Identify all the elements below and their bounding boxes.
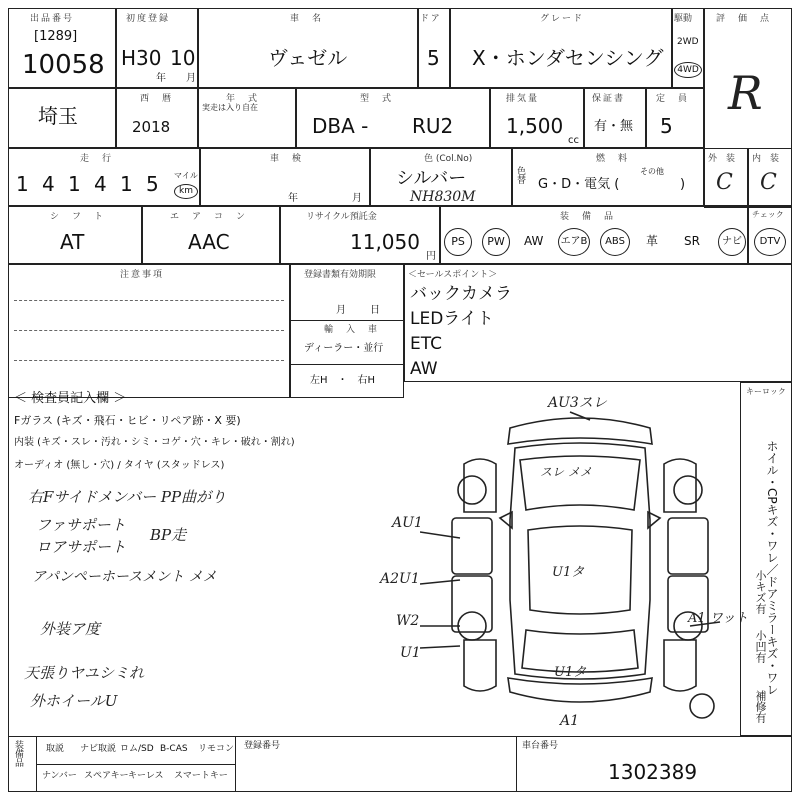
fuel-options: G・D・電気 ( — [538, 177, 620, 192]
bottom-item-4: B-CAS — [160, 744, 188, 754]
fuel-color-change: 色替 — [515, 166, 525, 184]
car-name: ヴェゼル — [268, 46, 348, 70]
sales-point-3: ETC — [410, 334, 442, 354]
mileage-unit-km: km — [174, 184, 198, 199]
mileage-unit-mile: マイル — [174, 171, 198, 180]
warranty: 有・無 — [594, 119, 634, 134]
model-year: 2018 — [132, 118, 171, 136]
bottom-field-2: 登録番号 — [244, 741, 281, 751]
capacity: 5 — [660, 114, 673, 138]
drive-4wd: 4WD — [674, 62, 702, 78]
displacement-label: 排気量 — [506, 94, 540, 104]
reg-day: 日 — [370, 305, 380, 316]
year-unit: 年 — [156, 73, 166, 84]
sales-point-4: AW — [410, 359, 438, 379]
mileage-digit-4: 4 — [94, 172, 107, 196]
bottom-item-7: スペアキー — [84, 771, 129, 781]
equipment-ps: PS — [444, 228, 472, 256]
equipment-dtv: DTV — [754, 228, 786, 256]
recycle-yen: 円 — [426, 251, 436, 262]
prefecture: 埼玉 — [38, 104, 78, 128]
mileage-digit-1: 1 — [16, 172, 29, 196]
capacity-label: 定 員 — [656, 94, 690, 104]
equipment-abs: ABS — [600, 228, 630, 256]
notes-rule-3 — [14, 360, 284, 361]
diagram-mark-bottom: A1 — [560, 713, 580, 729]
cc-unit: cc — [568, 135, 579, 146]
shift-label: シ フ ト — [50, 212, 106, 222]
notes-rule-2 — [14, 330, 284, 331]
mileage-digit-3: 1 — [68, 172, 81, 196]
handwritten-8: 外ホイールU — [30, 692, 118, 710]
fuel-label: 燃 料 — [596, 154, 630, 164]
diagram-mark-left-1: AU1 — [392, 515, 423, 531]
first-reg-month: 10 — [170, 46, 196, 70]
recycle-label: リサイクル預託金 — [306, 212, 377, 222]
lot-label: 出品番号 — [30, 14, 75, 24]
special-label: チェック — [752, 210, 784, 219]
mileage-digit-6: 5 — [146, 172, 159, 196]
first-reg-label: 初度登録 — [126, 14, 171, 24]
handle-side: 左H ・ 右H — [310, 375, 376, 386]
ac-label: エ ア コ ン — [170, 212, 248, 222]
bottom-item-3: ロム/SD — [120, 744, 154, 754]
chassis-label: 車台番号 — [522, 741, 559, 751]
bottom-item-5: リモコン — [198, 744, 235, 754]
fuel-other: その他 — [640, 167, 664, 176]
ac: AAC — [188, 230, 230, 254]
diagram-mark-right: A1 ワット — [688, 611, 749, 626]
diagram-mark-left-2: A2U1 — [380, 571, 420, 587]
eval-score: R — [728, 66, 763, 120]
model-code-2: RU2 — [412, 114, 454, 138]
lot-number: 10058 — [22, 50, 105, 80]
bottom-equipment-label: 装備品 — [13, 740, 23, 767]
inspector-audio: オーディオ (無し・穴) / タイヤ (スタッドレス) — [14, 460, 225, 471]
bottom-split — [516, 736, 517, 792]
side-mark-1: 小キズ有 — [754, 570, 767, 614]
bottom-items-divider — [36, 764, 236, 765]
notes-label: 注意事項 — [120, 270, 165, 280]
diagram-mark-center-1: U1タ — [552, 565, 585, 580]
sales-label: ＜セールスポイント＞ — [408, 270, 498, 280]
chassis-number: 1302389 — [608, 760, 698, 784]
mileage-label: 走 行 — [80, 154, 114, 164]
lot-bracket: [1289] — [34, 29, 78, 44]
diagram-mark-left-4: U1 — [400, 645, 421, 661]
equipment-label: 装 備 品 — [560, 212, 616, 222]
warranty-label: 保証書 — [592, 94, 626, 104]
diagram-mark-center-2: U1タ — [554, 665, 587, 680]
model-label: 型 式 — [360, 94, 394, 104]
inspector-interior: 内装 (キズ・スレ・汚れ・シミ・コゲ・穴・キレ・破れ・割れ) — [14, 437, 295, 448]
bottom-item-1: 取説 — [46, 744, 65, 754]
diagram-mark-left-3: W2 — [396, 613, 420, 629]
equipment-navi: ナビ — [718, 228, 746, 256]
inspection-label: 車 検 — [270, 154, 304, 164]
notes-rule-1 — [14, 300, 284, 301]
equipment-aw: AW — [524, 234, 544, 248]
fuel-close: ) — [680, 177, 686, 192]
handwritten-6: 外装ア度 — [40, 620, 101, 638]
interior-grade: C — [760, 170, 777, 195]
color-code: NH830M — [410, 189, 476, 205]
year-label: 西 暦 — [140, 94, 174, 104]
notes-cell — [8, 264, 290, 398]
sales-point-2: LEDライト — [410, 309, 494, 329]
equipment-pw: PW — [482, 228, 510, 256]
side-mark-2: 小凹有 — [754, 630, 767, 663]
interior-label: 内 装 — [752, 154, 780, 164]
diagram-mark-top: AU3スレ — [548, 395, 607, 411]
month-unit: 月 — [186, 73, 196, 84]
side-mark-3: 補修有 — [754, 690, 767, 723]
door-label: ドア — [420, 14, 442, 24]
grade-label: グレード — [540, 14, 585, 24]
era-year: H30 — [121, 46, 162, 70]
car-name-label: 車 名 — [290, 14, 324, 24]
bottom-item-8: キーレス — [128, 771, 164, 781]
mileage-digit-2: 4 — [42, 172, 55, 196]
import-dealer: ディーラー・並行 — [304, 343, 384, 354]
reg-month: 月 — [336, 305, 346, 316]
equipment-airbag: エアB — [558, 228, 590, 256]
color-label: 色 (Col.No) — [424, 154, 473, 164]
drive-label: 駆動 — [674, 14, 693, 24]
handwritten-1: 右Fサイドメンバー PP曲がり — [28, 488, 227, 506]
mileage-digit-5: 1 — [120, 172, 133, 196]
drive-2wd: 2WD — [677, 37, 699, 47]
inspection-month: 月 — [352, 193, 362, 204]
exterior-label: 外 装 — [708, 154, 736, 164]
eval-label: 評 価 点 — [716, 14, 772, 24]
equipment-leather: 革 — [646, 234, 659, 248]
sales-point-1: バックカメラ — [410, 284, 512, 304]
bottom-item-9: スマートキー — [174, 771, 228, 781]
import-divider — [290, 364, 404, 365]
bottom-item-2: ナビ取説 — [80, 744, 117, 754]
grade: X・ホンダセンシング — [472, 46, 664, 70]
exterior-grade: C — [716, 170, 733, 195]
shift: AT — [60, 230, 85, 254]
equipment-sunroof: SR — [684, 234, 700, 248]
handwritten-2: ファサポート — [36, 516, 126, 534]
inspector-title: ＜ 検査員記入欄 ＞ — [14, 391, 127, 406]
diagram-mark-roof: スレ メメ — [540, 465, 592, 479]
model-code: DBA - — [312, 114, 369, 138]
key-label: キーロック — [746, 387, 786, 396]
reg-cert-label: 登録書類有効期限 — [304, 270, 377, 280]
handwritten-7: 天張りヤユシミれ — [24, 664, 145, 682]
model-note: 実走は入り自在 — [202, 103, 258, 112]
handwritten-3: ロアサポート — [36, 538, 127, 556]
side-notes: ホイル・CPキズ・ワレ／ドアミラーキズ・ワレ — [765, 440, 779, 696]
reg-divider — [290, 320, 404, 321]
inspector-windshield: Fガラス (キズ・飛石・ヒビ・リペア跡・X 要) — [14, 414, 241, 427]
model-year-label: 年 式 — [226, 94, 260, 104]
door-count: 5 — [427, 46, 440, 70]
color: シルバー — [396, 168, 467, 189]
handwritten-5: アパンペーホースメント メメ — [32, 569, 217, 585]
displacement: 1,500 — [506, 114, 564, 138]
bottom-item-6: ナンバー — [42, 771, 77, 781]
inspection-year: 年 — [288, 193, 298, 204]
handwritten-4: BP走 — [150, 526, 187, 544]
recycle-fee: 11,050 — [350, 230, 420, 254]
import-label: 輸 入 車 — [324, 325, 380, 335]
